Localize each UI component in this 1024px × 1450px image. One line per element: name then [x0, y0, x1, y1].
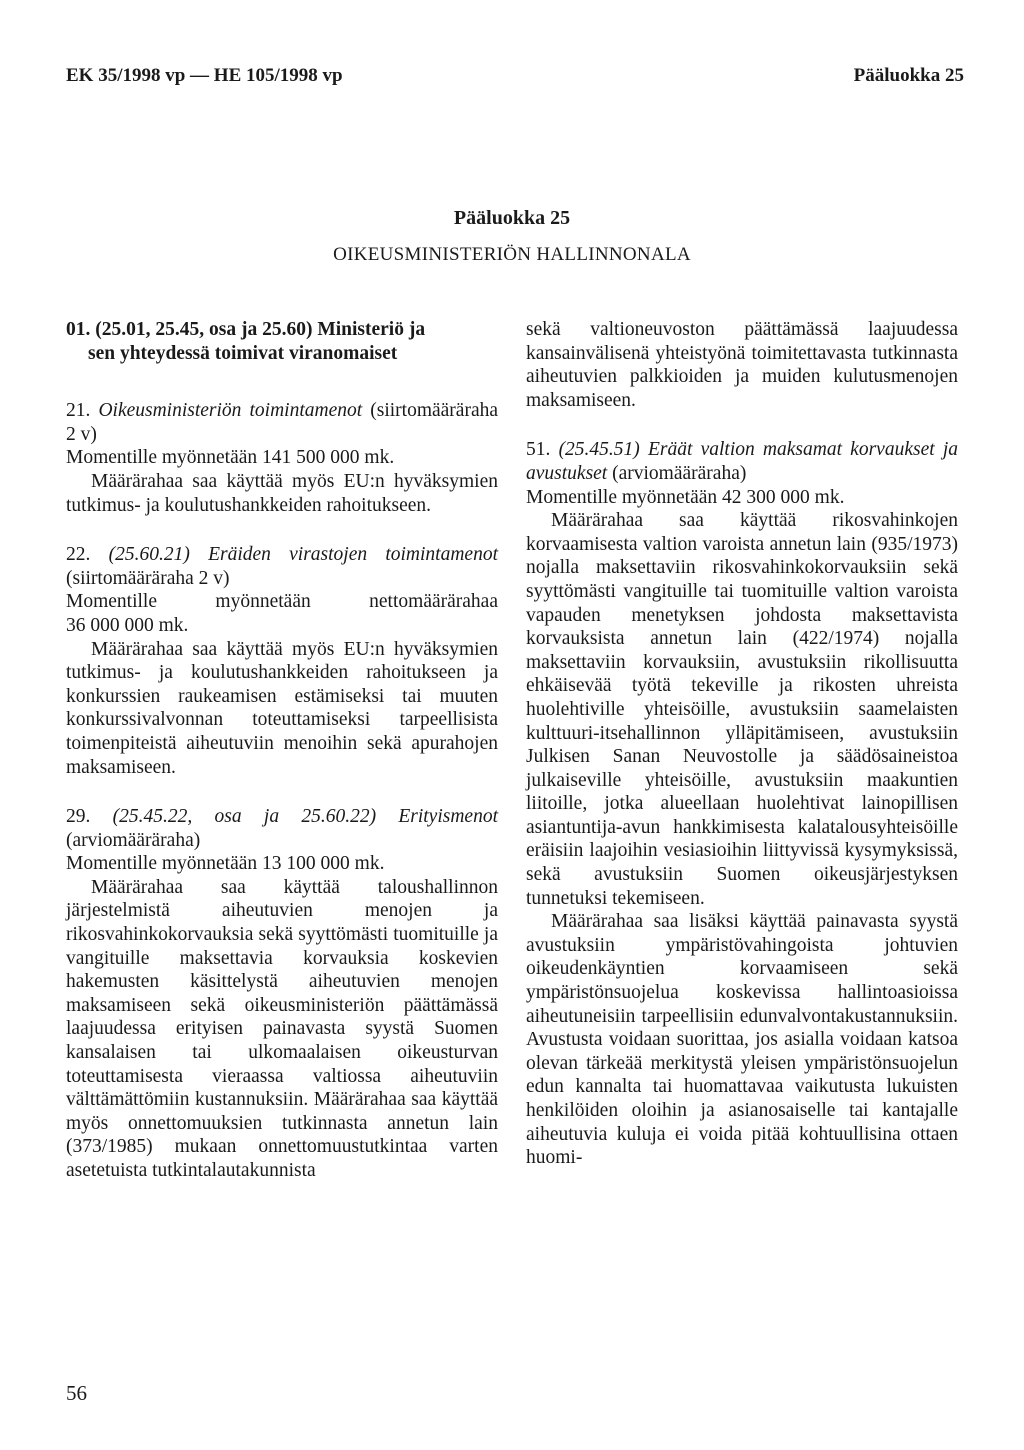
item-22-number: 22.: [66, 544, 91, 566]
item-22-amount-b: myönnetään: [215, 591, 311, 613]
item-29-number: 29.: [66, 806, 91, 828]
item-51-title: (25.45.51) Eräät valtion maksamat korvaukset ja avustukset: [526, 439, 958, 484]
item-51-number: 51.: [526, 439, 551, 461]
section-heading-line2: sen yhteydessä toimivat viranomaiset: [88, 342, 398, 364]
left-column: [66, 318, 498, 1183]
running-header-left: EK 35/1998 vp — HE 105/1998 vp: [66, 65, 343, 86]
item-51-type: (arviomääräraha): [612, 462, 747, 484]
item-22-amount-row: [66, 590, 498, 614]
item-22-title: (25.60.21) Eräiden virastojen toimintamenot: [108, 544, 498, 566]
item-21-type: (siirtomääräraha 2 v): [66, 400, 499, 445]
continuation-text: sekä valtioneuvoston päättämässä laajuudessa kansainvälisenä yhteistyönä toimitettavasta tutkinnasta aiheutuvien palkkioiden ja muiden kulutusmenojen maksamiseen.: [526, 319, 958, 411]
item-22-text: Määrärahaa saa käyttää myös EU:n hyväksymien tutkimus- ja koulutushankkeiden rahoitukseen ja konkurssien raukeamisen estämiseksi tai muuten konkurssivalvonnan toteuttamiseksi tarpeellisista toimenpiteistä aiheutuviin menoihin sekä apurahojen maksamiseen.: [66, 638, 498, 778]
item-22-heading: [66, 543, 498, 590]
item-21-amount: Momentille myönnetään 141 500 000 mk.: [66, 447, 395, 469]
item-22-amount-value: 36 000 000 mk.: [66, 614, 189, 636]
item-22-amount-a: Momentille: [66, 591, 157, 613]
item-21-number: 21.: [66, 400, 91, 422]
item-51-text-2: Määrärahaa saa lisäksi käyttää painavasta syystä avustuksiin ympäristövahingoista johtuvien oikeudenkäyntien korvaamiseen sekä ympäristönsuojelua koskevissa hallintoasioissa aiheutuneisiin tarpeellisiin edunvalvontakustannuksiin. Avustusta voidaan suorittaa, jos asialla voidaan katsoa olevan tärkeää merkitystä yleisen ympäristönsuojelun edun kannalta tai huomattavaa vaikutusta lukuisten henkilöiden oloihin ja asianosaiselle tai kantajalle aiheutuvia kuluja ei voida pitää kohtuullisina ottaen huomi-: [526, 911, 958, 1169]
page-title: Pääluokka 25: [453, 207, 571, 229]
section-heading: [66, 318, 498, 365]
item-29-amount: Momentille myönnetään 13 100 000 mk.: [66, 853, 385, 875]
item-29-type: (arviomääräraha): [66, 829, 201, 851]
item-21-title: Oikeusministeriön toimintamenot: [98, 400, 363, 422]
page-number: 56: [66, 1381, 87, 1405]
item-21-text: Määrärahaa saa käyttää myös EU:n hyväksymien tutkimus- ja koulutushankkeiden rahoitukseen.: [66, 470, 498, 516]
item-22-amount-c: nettomäärärahaa: [369, 591, 498, 613]
item-51-text-1: Määrärahaa saa käyttää rikosvahinkojen korvaamisesta valtion varoista annetun lain (935/1973) nojalla maksettaviin rikosvahinkokorvauksiin sekä syyttömästi vangituille tai tuomituille valtion varoista vapauden menetyksen johdosta maksettavista korvauksista annetun lain (422/1974) nojalla maksettaviin korvauksiin, avustuksiin rikollisuutta ehkäisevää työtä tekeville ja rikosten uhreista huolehtiville yhteisöille, avustuksiin saamelaisten kulttuuri-itsehallinnon ylläpitämiseen, avustuksiin Julkisen Sanan Neuvostolle ja säädösaineistoa julkaiseville yhteisöille, avustuksiin maakuntien liitoille, jotka alueellaan huolehtivat lainopillisen asiantuntija-avun hankkimisesta kalatalousyhteisöille eräisiin laajoihin vesiasioihin liittyvissä kysymyksissä, sekä avustuksiin Suomen oikeusjärjestyksen tunnetuksi tekemiseen.: [526, 510, 958, 909]
item-21-heading: [66, 399, 498, 446]
section-heading-line1: 01. (25.01, 25.45, osa ja 25.60) Ministeriö ja: [66, 319, 426, 340]
item-29-title: (25.45.22, osa ja 25.60.22) Erityismenot: [112, 806, 499, 828]
page-subtitle: OIKEUSMINISTERIÖN HALLINNONALA: [333, 244, 691, 265]
item-29-text: Määrärahaa saa käyttää taloushallinnon järjestelmistä aiheutuvien menojen ja rikosvahinkokorvauksia sekä syyttömästi tuomituille ja vangituille maksettavia korvauksia koskevien hakemusten käsittelystä aiheutuvien menojen maksamiseen sekä oikeusministeriön päättämässä laajuudessa erityisen painavasta syystä Suomen kansalaisen tai ulkomaalaisen oikeusturvan toteuttamisesta vieraassa valtiossa aiheutuviin välttämättömiin kustannuksiin. Määrärahaa saa käyttää myös onnettomuuksien tutkinnasta annetun lain (373/1985) mukaan onnettomuustutkintaa varten asetetuista tutkintalautakunnista: [66, 876, 498, 1181]
item-51-amount: Momentille myönnetään 42 300 000 mk.: [526, 486, 845, 508]
right-column: [526, 318, 958, 1170]
item-22-type: (siirtomääräraha 2 v): [66, 567, 230, 589]
item-51-heading: [526, 438, 958, 485]
running-header-right: Pääluokka 25: [853, 65, 964, 86]
item-29-heading: [66, 805, 498, 852]
